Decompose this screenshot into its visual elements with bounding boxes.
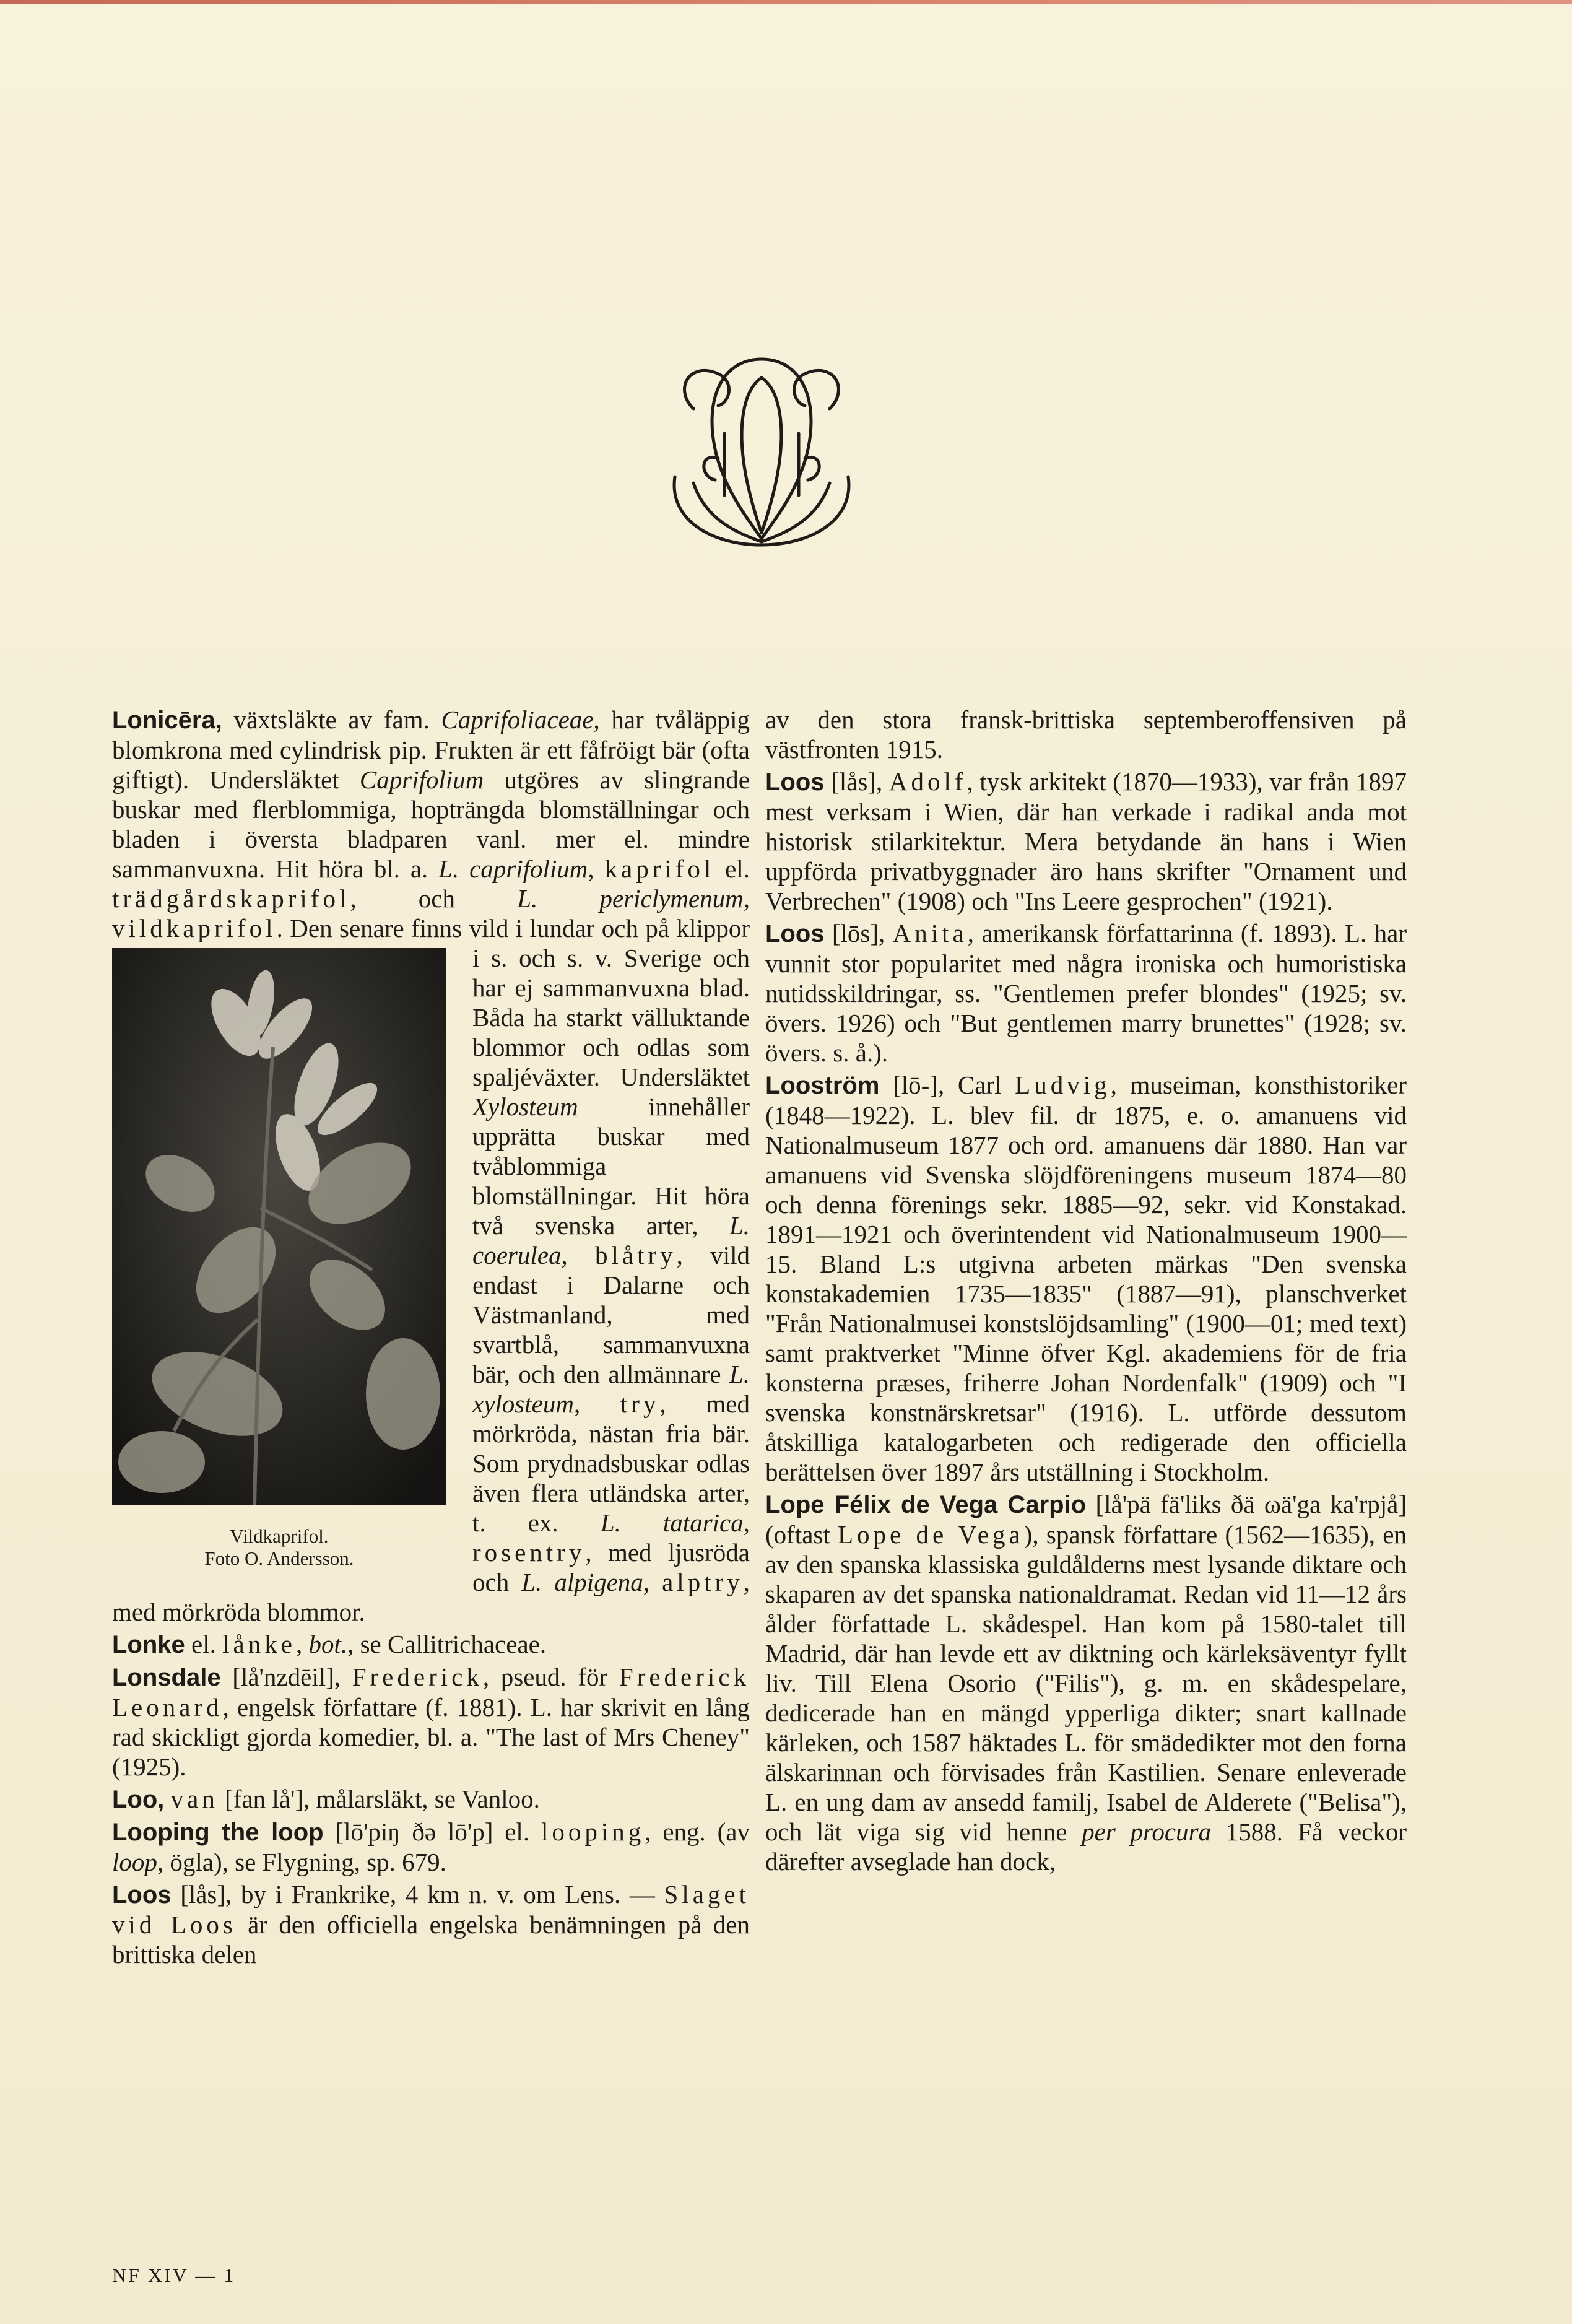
text-run: , pseud. för xyxy=(482,1663,619,1691)
italic-term: Caprifolium xyxy=(359,765,484,794)
spaced-name: blåtry xyxy=(595,1241,677,1269)
headword: Lope Félix de Vega Carpio xyxy=(765,1491,1087,1518)
headword: Loo, xyxy=(112,1786,165,1813)
italic-term: loop xyxy=(112,1848,157,1876)
text-run: [lås], xyxy=(824,767,889,796)
entry-paragraph xyxy=(112,1817,750,1877)
text-run: innehåller upprätta buskar med tvåblommiga blomställningar. Hit höra två svenska arter, xyxy=(472,1092,750,1240)
spaced-name: Adolf xyxy=(888,767,967,796)
text-run: , tysk arkitekt (1870—1933), var från 1897 mest verksam i Wien, där han verkade i radikal anda mot historisk stilarkitektur. Mera betydande än hans i Wien uppförda privatbyggnader äro hans skrifter "Ornament und Verbrechen" (1908) och "Ins Leere gesprochen" (1921). xyxy=(765,767,1407,915)
text-run: , engelsk författare (f. 1881). L. har skrivit en lång rad skickligt gjorda komedier, bl. a. "The last of Mrs Cheney" (1925). xyxy=(112,1693,750,1781)
entry-paragraph xyxy=(112,1629,750,1660)
spaced-name: Ludvig xyxy=(1015,1071,1111,1099)
entry-paragraph xyxy=(765,705,1407,764)
text-run: , se Callitrichaceae. xyxy=(347,1630,547,1658)
left-column xyxy=(112,705,750,1972)
text-run: , xyxy=(561,1241,596,1269)
photo-figure xyxy=(112,948,459,1570)
italic-term: Caprifoliaceae xyxy=(441,705,594,734)
spaced-name: Lope de Vega xyxy=(838,1520,1024,1549)
headword: Loos xyxy=(112,1881,172,1908)
text-run: , vild endast i Dalarne och Västmanland, med svartblå, sammanvuxna bär, och den allmännare xyxy=(472,1241,750,1388)
text-run: , xyxy=(743,884,750,913)
entry-paragraph xyxy=(112,1662,750,1782)
spaced-name: Frederick Leonard xyxy=(112,1663,750,1721)
headword: Loos xyxy=(765,768,825,796)
spaced-name: looping xyxy=(541,1817,645,1846)
italic-term: Xylosteum xyxy=(472,1092,578,1121)
text-run: , med ljusröda och xyxy=(472,1538,750,1596)
text-run: el. xyxy=(185,1630,223,1658)
text-run: [lå'pä fä'liks ðä ωä'ga ka'rpjå] (oftast xyxy=(765,1490,1407,1549)
text-run: [lōs], xyxy=(824,919,893,947)
text-run: , museiman, konsthistoriker (1848—1922). L. blev fil. dr 1875, e. o. amanuens vid Nationalmuseum 1877 och ord. amanuens där 1880. Han var amanuens vid Svenska slöjdföreningens museum 1874—80 och denna förenings sekr. 1885—92, sekr. vid Konstakad. 1891—1921 och överintendent vid Nationalmuseum 1900—15. Bland L:s utgivna arbeten märkas "Den svenska konstakademien 1735—1835" (1887—91), planschverket "Från Nationalmusei konstslöjdsamling" (1900—01; med text) samt praktverket "Minne öfver Kgl. akademiens för de fria konsterna præses, friherre Johan Nordenfalk" (1909) och "I svenska konstnärskretsar" (1916). L. utförde dessutom åtskilliga katalogarbeten och redigerade den officiella berättelsen över 1897 års utställning i Stockholm. xyxy=(765,1071,1407,1486)
text-run: el. xyxy=(714,855,750,883)
entry-paragraph xyxy=(765,918,1407,1068)
text-run: , har tvåläppig blomkrona med cylindrisk pip. Frukten är ett fåfröigt bär (ofta giftigt). Undersläktet xyxy=(112,705,750,794)
folio-signature: NF XIV — 1 xyxy=(112,2264,236,2286)
text-run: , med mörkröda blommor. xyxy=(112,1568,750,1626)
italic-term: per procura xyxy=(1082,1817,1212,1846)
spaced-name: Frederick xyxy=(352,1663,483,1691)
text-run: [lō'piŋ ðə lō'p] el. xyxy=(323,1817,541,1846)
text-run: Sverige och har ej sammanvuxna blad. Båda ha starkt välluktande blommor och odlas som spaljéväxter. Undersläktet xyxy=(472,944,750,1091)
text-run: [fan lå'], målarsläkt, se Vanloo. xyxy=(218,1785,540,1813)
entry-paragraph xyxy=(765,1489,1407,1876)
text-run: utgöres av slingrande buskar med flerblommiga, hopträngda blomställningar och bladen i översta bladparen vanl. mer el. mindre sammanvuxna. Hit höra bl. a. xyxy=(112,765,750,883)
spaced-name: Slaget vid Loos xyxy=(112,1880,750,1939)
text-run: , och xyxy=(350,884,518,913)
photo-caption xyxy=(112,1525,446,1570)
spaced-name: lånke xyxy=(222,1630,296,1658)
text-run: av den stora fransk-brittiska septemberoffensiven på västfronten 1915. xyxy=(765,705,1407,764)
text-run: , ögla), se Flygning, sp. 679. xyxy=(157,1848,446,1876)
caption-credit: Foto O. Andersson. xyxy=(204,1547,354,1569)
right-column xyxy=(765,705,1407,1879)
honeysuckle-photo xyxy=(112,948,446,1505)
text-run: , xyxy=(643,1568,662,1596)
text-run: , xyxy=(573,1390,620,1418)
entry-paragraph xyxy=(112,1784,750,1814)
spaced-name: van xyxy=(170,1785,219,1813)
monogram-ornament xyxy=(638,334,885,582)
entry-paragraph xyxy=(765,767,1407,916)
italic-term: L. periclymenum xyxy=(517,884,744,913)
italic-term: L. tatarica xyxy=(600,1508,744,1537)
spaced-name: rosentry xyxy=(472,1538,586,1567)
italic-term: L. xylosteum xyxy=(472,1360,750,1418)
spaced-name: try xyxy=(620,1390,660,1418)
italic-term: L. caprifolium xyxy=(438,855,588,883)
spaced-name: alptry xyxy=(662,1568,744,1596)
text-run: 1588. Få veckor därefter avseglade han dock, xyxy=(765,1817,1407,1876)
entry-paragraph xyxy=(112,705,750,1627)
headword: Looström xyxy=(765,1072,880,1099)
entry-paragraph xyxy=(112,1879,750,1969)
headword: Lonicēra, xyxy=(112,707,222,734)
spaced-name: vildkaprifol xyxy=(112,914,277,942)
text-run: , med mörkröda, nästan fria bär. Som prydnadsbuskar odlas även flera utländska arter, t. ex. xyxy=(472,1390,750,1537)
headword: Looping the loop xyxy=(112,1819,324,1846)
spaced-name: trädgårdskaprifol xyxy=(112,884,350,913)
headword: Lonsdale xyxy=(112,1664,221,1691)
text-run: , eng. (av xyxy=(645,1817,750,1846)
text-run: [lō-], Carl xyxy=(879,1071,1015,1099)
text-run: , xyxy=(588,855,605,883)
text-run: . Den senare finns vild i lundar och på klippor i s. och s. v. xyxy=(276,914,750,972)
text-run: [lås], by i Frankrike, 4 km n. v. om Lens. — xyxy=(171,1880,664,1908)
headword: Loos xyxy=(765,920,825,947)
headword: Lonke xyxy=(112,1631,185,1658)
italic-term: L. alpigena xyxy=(521,1568,643,1596)
text-run: , xyxy=(743,1508,750,1537)
text-run: ), spansk författare (1562—1635), en av den spanska klassiska guldålderns mest lysande diktare och skaparen av det spanska nationaldramat. Redan vid 11—12 års ålder författade L. skådespel. Han kom på 1580-talet till Madrid, där han levde ett av diktning och kärleksäventyr fyllt liv. Till Elena Osorio ("Filis"), g. m. en skådespelare, dedicerade han en mängd ypperliga dikter; snart kallnade kärleken, och 1587 häktades L. för smädedikter mot den forna älskarinnan och förvisades från Kastilien. Senare enleverade L. en ung dam av ansedd familj, Isabel de Alderete ("Belisa"), och lät viga sig vid henne xyxy=(765,1520,1407,1846)
caption-title: Vildkaprifol. xyxy=(230,1525,329,1547)
top-edge-rule xyxy=(0,0,1572,4)
italic-term: bot. xyxy=(308,1630,348,1658)
entry-paragraph xyxy=(765,1070,1407,1487)
spaced-name: Anita xyxy=(892,919,968,947)
text-run: växtsläkte av fam. xyxy=(233,705,441,734)
text-run: , amerikansk författarinna (f. 1893). L. har vunnit stor popularitet med några ironiska och humoristiska nutidsskildringar, ss. "Gentlemen prefer blondes" (1925; sv. övers. 1926) och "But gentlemen marry brunettes" (1928; sv. övers. s. å.). xyxy=(765,919,1407,1067)
spaced-name: kaprifol xyxy=(604,855,715,883)
text-run: , xyxy=(295,1630,309,1658)
text-run xyxy=(164,1785,170,1813)
text-run: [lå'nzdēil], xyxy=(220,1663,352,1691)
text-run: är den officiella engelska benämningen på den brittiska delen xyxy=(112,1910,750,1969)
entry-lonicera xyxy=(112,705,750,1969)
italic-term: L. coerulea xyxy=(472,1211,750,1269)
